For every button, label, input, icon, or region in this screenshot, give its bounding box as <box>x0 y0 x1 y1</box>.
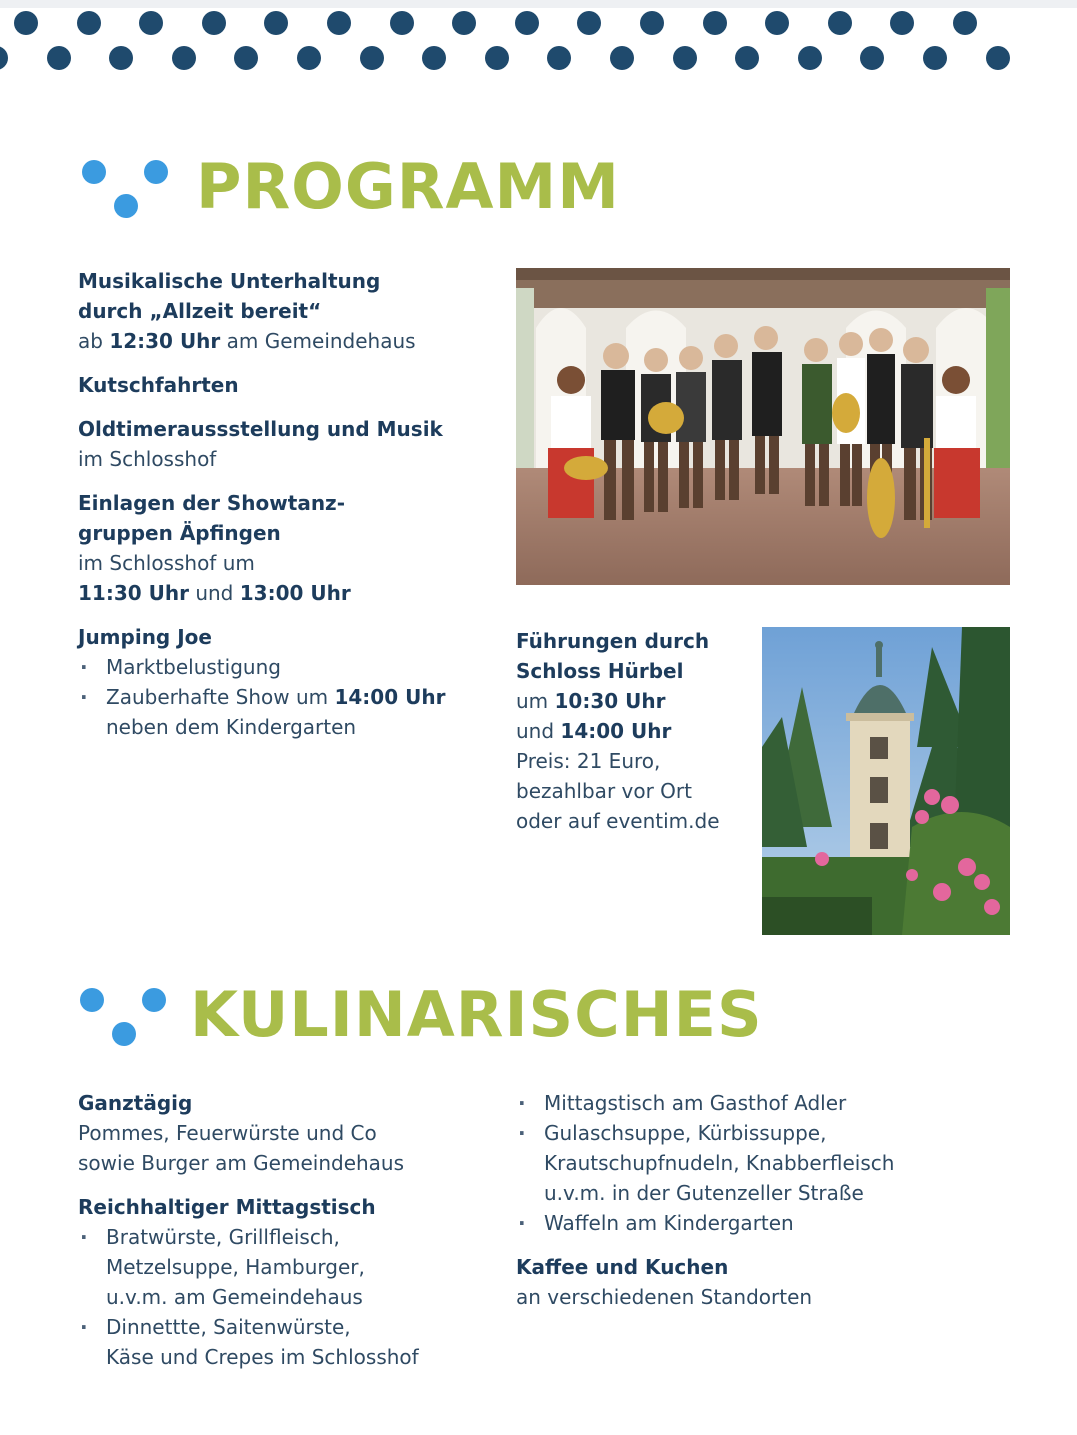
pattern-dot <box>109 46 133 70</box>
jumping-list <box>78 652 498 742</box>
pattern-dot <box>703 11 727 35</box>
pattern-dot <box>422 46 446 70</box>
showtanz-heading-1: Einlagen der Showtanz- <box>78 491 345 515</box>
showtanz-times: 11:30 Uhr und 13:00 Uhr <box>78 581 351 605</box>
pattern-dot <box>515 11 539 35</box>
pattern-dot <box>673 46 697 70</box>
section-title: PROGRAMM <box>196 150 620 223</box>
fuehrung-block <box>516 626 752 836</box>
pattern-dot <box>485 46 509 70</box>
pattern-dot <box>297 46 321 70</box>
pattern-dot <box>610 46 634 70</box>
list-item: · Gulaschsuppe, Kürbissuppe, Krautschupfnudeln, Knabberfleisch u.v.m. in der Gutenzeller Straße <box>516 1118 986 1208</box>
fuehrung-bezahlbar: bezahlbar vor Ort <box>516 779 692 803</box>
section-title: KULINARISCHES <box>190 978 763 1051</box>
pattern-dot <box>264 11 288 35</box>
ganztaegig-line-2: sowie Burger am Gemeindehaus <box>78 1151 405 1175</box>
pattern-dot <box>828 11 852 35</box>
kulinarisches-heading <box>76 978 763 1051</box>
pattern-dot <box>547 46 571 70</box>
castle-photo <box>762 627 1010 935</box>
pattern-dot <box>234 46 258 70</box>
kulinarisches-right-column <box>516 1088 986 1312</box>
showtanz-heading-2: gruppen Äpfingen <box>78 521 281 545</box>
kulinarisches-right-list <box>516 1088 986 1238</box>
jumping-heading: Jumping Joe <box>78 625 212 649</box>
pattern-dot <box>0 46 8 70</box>
pattern-dot <box>172 46 196 70</box>
fuehrung-eventim: oder auf eventim.de <box>516 809 720 833</box>
musik-detail: ab 12:30 Uhr am Gemeindehaus <box>78 329 416 353</box>
pattern-dot <box>77 11 101 35</box>
fuehrung-preis: Preis: 21 Euro, <box>516 749 661 773</box>
musik-heading-1: Musikalische Unterhaltung <box>78 269 381 293</box>
kaffee-heading: Kaffee und Kuchen <box>516 1255 729 1279</box>
list-item: · Dinnettte, Saitenwürste, Käse und Crepes im Schlosshof <box>78 1312 508 1372</box>
programm-left-column <box>78 266 498 742</box>
kulinarisches-left-column <box>78 1088 508 1372</box>
musik-heading-2: durch „Allzeit bereit“ <box>78 299 322 323</box>
list-item: · Waffeln am Kindergarten <box>516 1208 986 1238</box>
pattern-dot <box>798 46 822 70</box>
mittagstisch-list <box>78 1222 508 1372</box>
pattern-dot <box>923 46 947 70</box>
fuehrung-heading-1: Führungen durch <box>516 629 710 653</box>
pattern-dot <box>986 46 1010 70</box>
band-photo <box>516 268 1010 585</box>
oldtimer-detail: im Schlosshof <box>78 447 217 471</box>
fuehrung-heading-2: Schloss Hürbel <box>516 659 684 683</box>
pattern-dot <box>390 11 414 35</box>
pattern-dot <box>860 46 884 70</box>
pattern-dot <box>765 11 789 35</box>
kutsch-heading: Kutschfahrten <box>78 373 239 397</box>
pattern-dot <box>47 46 71 70</box>
pattern-dot <box>360 46 384 70</box>
list-item: · Zauberhafte Show um 14:00 Uhr neben dem Kindergarten <box>78 682 498 742</box>
dots-mark-icon <box>78 152 178 222</box>
pattern-dot <box>452 11 476 35</box>
dots-mark-icon <box>76 980 176 1050</box>
list-item: · Bratwürste, Grillfleisch, Metzelsuppe, Hamburger, u.v.m. am Gemeindehaus <box>78 1222 508 1312</box>
pattern-dot <box>14 11 38 35</box>
pattern-dot <box>139 11 163 35</box>
pattern-dot <box>890 11 914 35</box>
pattern-dot <box>640 11 664 35</box>
fuehrung-time-2: und 14:00 Uhr <box>516 719 672 743</box>
dot-pattern-header <box>0 0 1077 80</box>
pattern-dot <box>577 11 601 35</box>
mittagstisch-heading: Reichhaltiger Mittagstisch <box>78 1195 376 1219</box>
pattern-dot <box>202 11 226 35</box>
pattern-dot <box>735 46 759 70</box>
programm-heading <box>78 150 620 223</box>
kaffee-detail: an verschiedenen Standorten <box>516 1285 813 1309</box>
fuehrung-time-1: um 10:30 Uhr <box>516 689 666 713</box>
list-item: · Marktbelustigung <box>78 652 498 682</box>
ganztaegig-heading: Ganztägig <box>78 1091 193 1115</box>
list-item: · Mittagstisch am Gasthof Adler <box>516 1088 986 1118</box>
oldtimer-heading: Oldtimeraussstellung und Musik <box>78 417 443 441</box>
showtanz-detail-1: im Schlosshof um <box>78 551 255 575</box>
pattern-dot <box>953 11 977 35</box>
pattern-dot <box>327 11 351 35</box>
ganztaegig-line-1: Pommes, Feuerwürste und Co <box>78 1121 377 1145</box>
